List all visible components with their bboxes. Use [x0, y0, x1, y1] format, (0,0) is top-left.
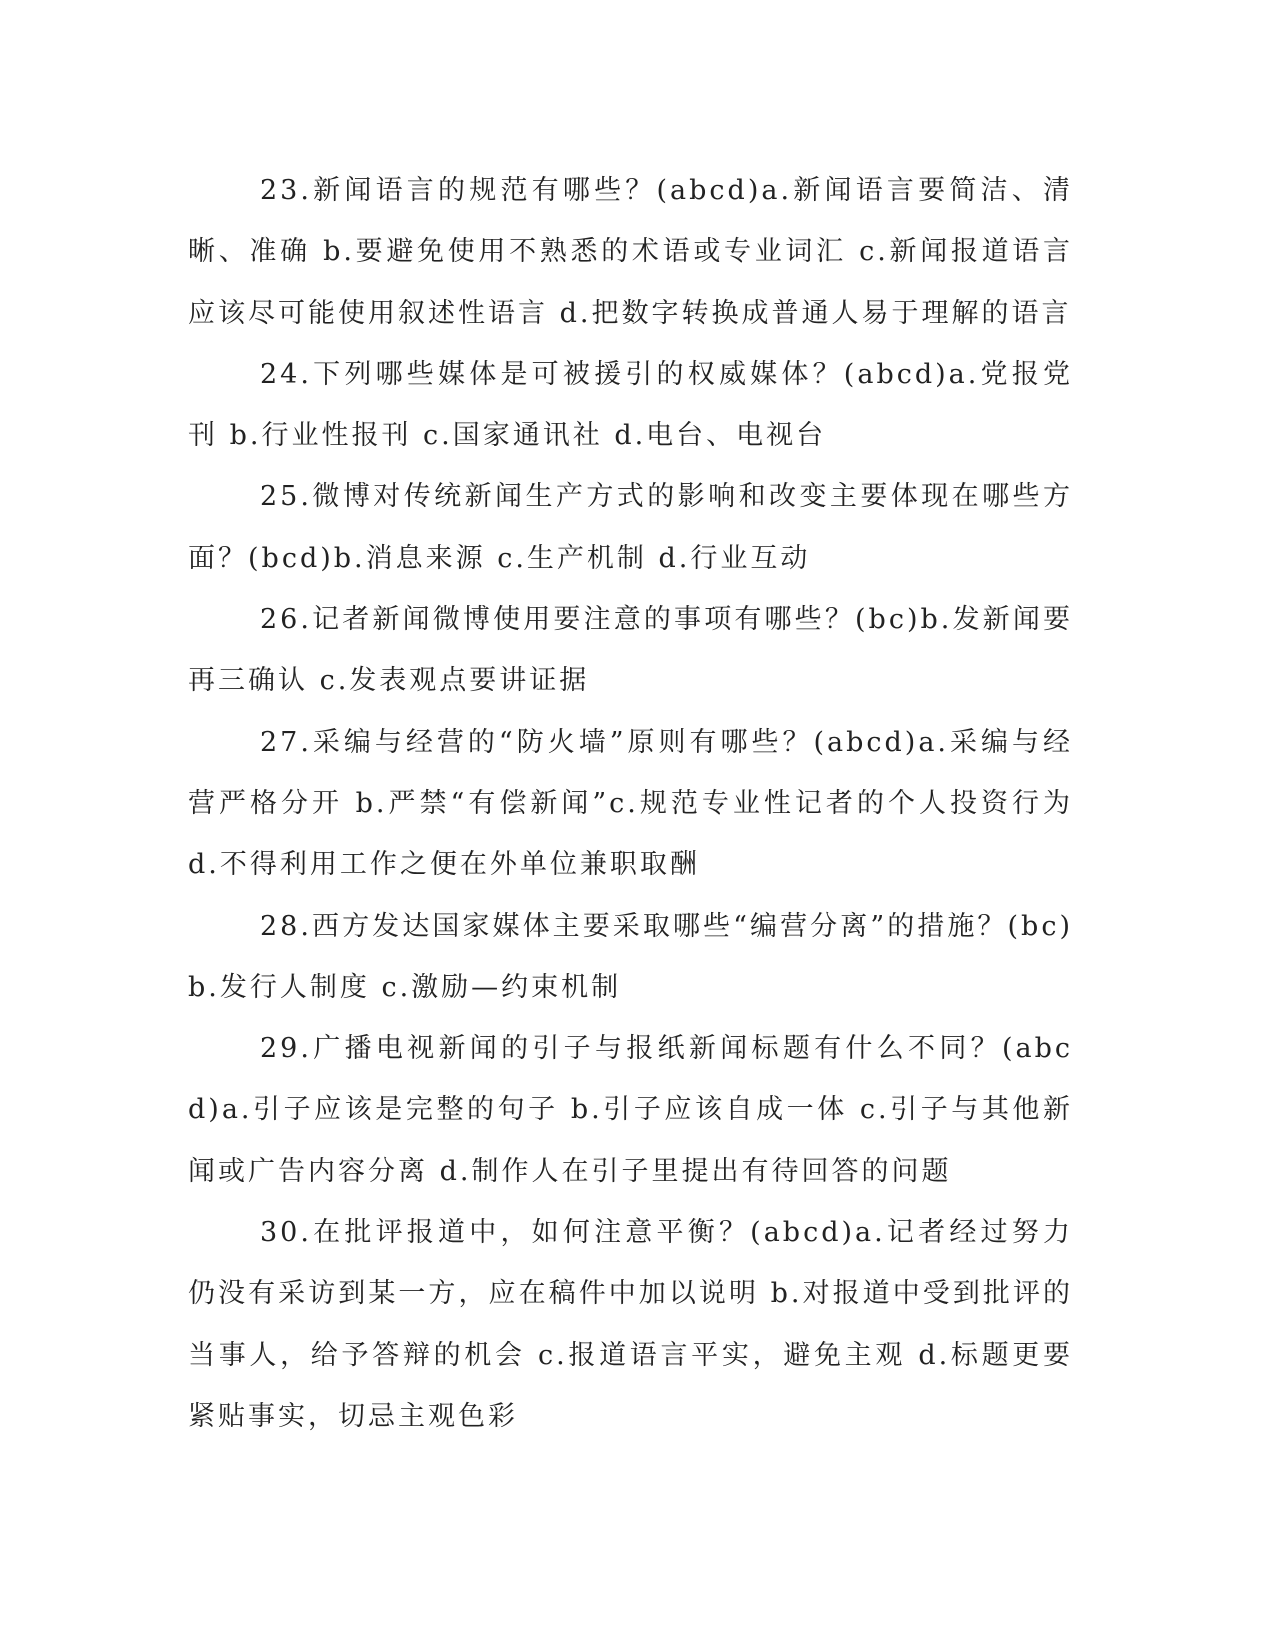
question-29: 29.广播电视新闻的引子与报纸新闻标题有什么不同？(abcd)a.引子应该是完整的句子 b.引子应该自成一体 c.引子与其他新闻或广告内容分离 d.制作人在引子里提出有待回答的问题 — [188, 1033, 1073, 1187]
question-30: 30.在批评报道中，如何注意平衡？(abcd)a.记者经过努力仍没有采访到某一方，应在稿件中加以说明 b.对报道中受到批评的当事人，给予答辩的机会 c.报道语言平实，避免主观 d.标题更要紧贴事实，切忌主观色彩 — [188, 1217, 1073, 1432]
question-27: 27.采编与经营的“防火墙”原则有哪些？(abcd)a.采编与经营严格分开 b.严禁“有偿新闻”c.规范专业性记者的个人投资行为 d.不得利用工作之便在外单位兼职取酬 — [188, 726, 1073, 881]
question-26: 26.记者新闻微博使用要注意的事项有哪些？(bc)b.发新闻要再三确认 c.发表观点要讲证据 — [188, 604, 1073, 697]
document-body — [188, 160, 1073, 1447]
question-24: 24.下列哪些媒体是可被援引的权威媒体？(abcd)a.党报党刊 b.行业性报刊 c.国家通讯社 d.电台、电视台 — [188, 358, 1073, 452]
question-25: 25.微博对传统新闻生产方式的影响和改变主要体现在哪些方面？(bcd)b.消息来源 c.生产机制 d.行业互动 — [188, 481, 1073, 574]
question-28: 28.西方发达国家媒体主要采取哪些“编营分离”的措施？(bc)b.发行人制度 c.激励—约束机制 — [188, 910, 1073, 1003]
question-23: 23.新闻语言的规范有哪些？(abcd)a.新闻语言要简洁、清晰、准确 b.要避免使用不熟悉的术语或专业词汇 c.新闻报道语言应该尽可能使用叙述性语言 d.把数字转换成普通人易于理解的语言 — [188, 175, 1073, 329]
